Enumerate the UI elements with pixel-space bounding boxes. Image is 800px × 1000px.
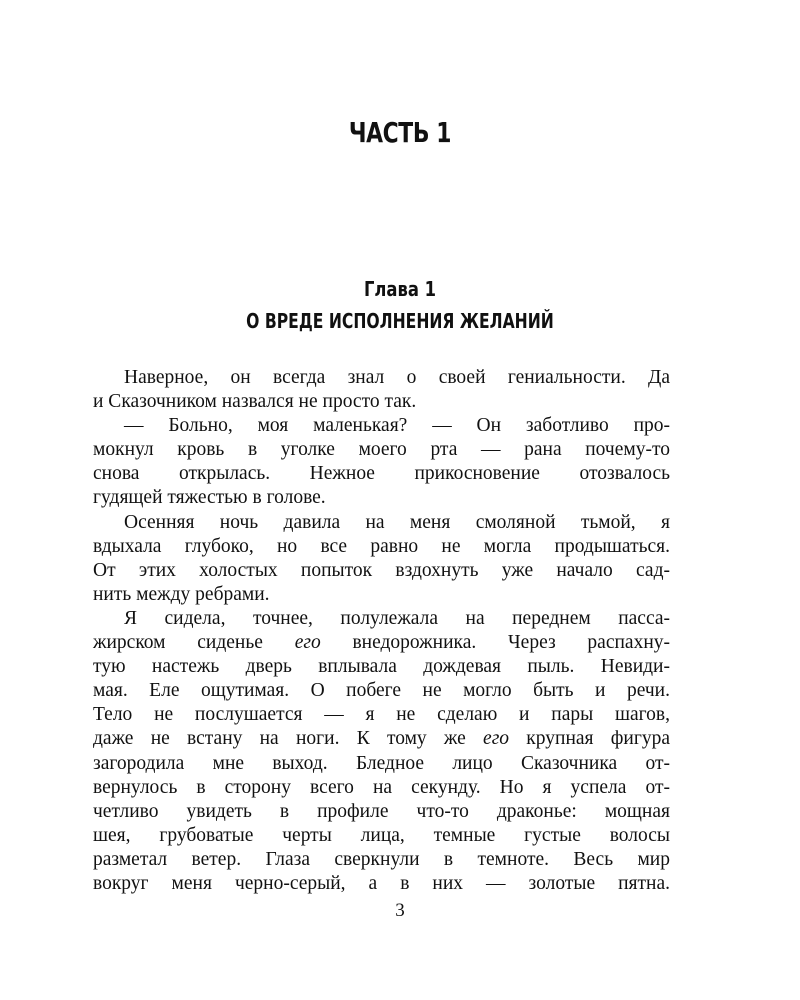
text-segment: крупная фигура [509, 728, 670, 750]
text-segment: вокруг меня черно-серый, а в них — золотые пятна. [93, 872, 670, 894]
text-line [93, 679, 670, 703]
italic-text: его [294, 632, 321, 654]
text-line [93, 800, 670, 824]
text-segment: загородила мне выход. Бледное лицо Сказочника от- [93, 752, 670, 774]
part-title: ЧАСТЬ 1 [348, 116, 452, 149]
text-segment: жирском сиденье [93, 632, 295, 654]
text-line [93, 824, 670, 848]
text-line [93, 607, 670, 631]
text-segment: тую настежь дверь вплывала дождевая пыль. Невиди- [93, 656, 670, 678]
text-line [93, 511, 670, 535]
text-line [93, 583, 670, 607]
page-number: 3 [395, 900, 405, 921]
body-text [93, 366, 670, 896]
text-line [93, 776, 670, 800]
text-line [93, 414, 670, 438]
text-line [93, 752, 670, 776]
text-segment: внедорожника. Через распахну- [320, 632, 670, 654]
text-line [93, 655, 670, 679]
text-segment: и Сказочником назвался не просто так. [93, 391, 417, 413]
text-line [93, 727, 670, 751]
text-line [93, 390, 670, 414]
text-segment: мая. Еле ощутимая. О побеге не могло быть и речи. [93, 680, 670, 702]
text-line [93, 486, 670, 510]
text-segment: гудящей тяжестью в голове. [93, 487, 326, 509]
text-line [93, 872, 670, 896]
text-line [93, 366, 670, 390]
text-line [93, 462, 670, 486]
text-segment: нить между ребрами. [93, 583, 270, 605]
text-segment: четливо увидеть в профиле что-то драконье: мощная [93, 800, 670, 822]
text-segment: мокнул кровь в уголке моего рта — рана почему-то [93, 439, 670, 461]
text-segment: Осенняя ночь давила на меня смоляной тьмой, я [124, 511, 670, 533]
italic-text: его [483, 728, 510, 750]
text-line [93, 438, 670, 462]
text-segment: шея, грубоватые черты лица, темные густые волосы [93, 824, 670, 846]
text-segment: Тело не послушается — я не сделаю и пары шагов, [93, 704, 670, 726]
text-line [93, 848, 670, 872]
text-segment: Наверное, он всегда знал о своей гениальности. Да [124, 367, 670, 388]
text-segment: вернулось в сторону всего на секунду. Но я успела от- [93, 776, 670, 798]
chapter-title: О ВРЕДЕ ИСПОЛНЕНИЯ ЖЕЛАНИЙ [246, 309, 554, 333]
text-segment: снова открылась. Нежное прикосновение отозвалось [93, 463, 670, 485]
text-line [93, 631, 670, 655]
text-segment: вдыхала глубоко, но все равно не могла продышаться. [93, 535, 670, 557]
text-segment: От этих холостых попыток вздохнуть уже начало сад- [93, 559, 670, 581]
text-line [93, 559, 670, 583]
text-segment: Я сидела, точнее, полулежала на переднем пасса- [124, 607, 670, 629]
chapter-number: Глава 1 [363, 277, 437, 301]
text-line [93, 535, 670, 559]
text-segment: даже не встану на ноги. К тому же [93, 728, 484, 750]
text-segment: разметал ветер. Глаза сверкнули в темноте. Весь мир [93, 848, 670, 870]
text-segment: — Больно, моя маленькая? — Он заботливо про- [124, 415, 670, 437]
text-line [93, 703, 670, 727]
